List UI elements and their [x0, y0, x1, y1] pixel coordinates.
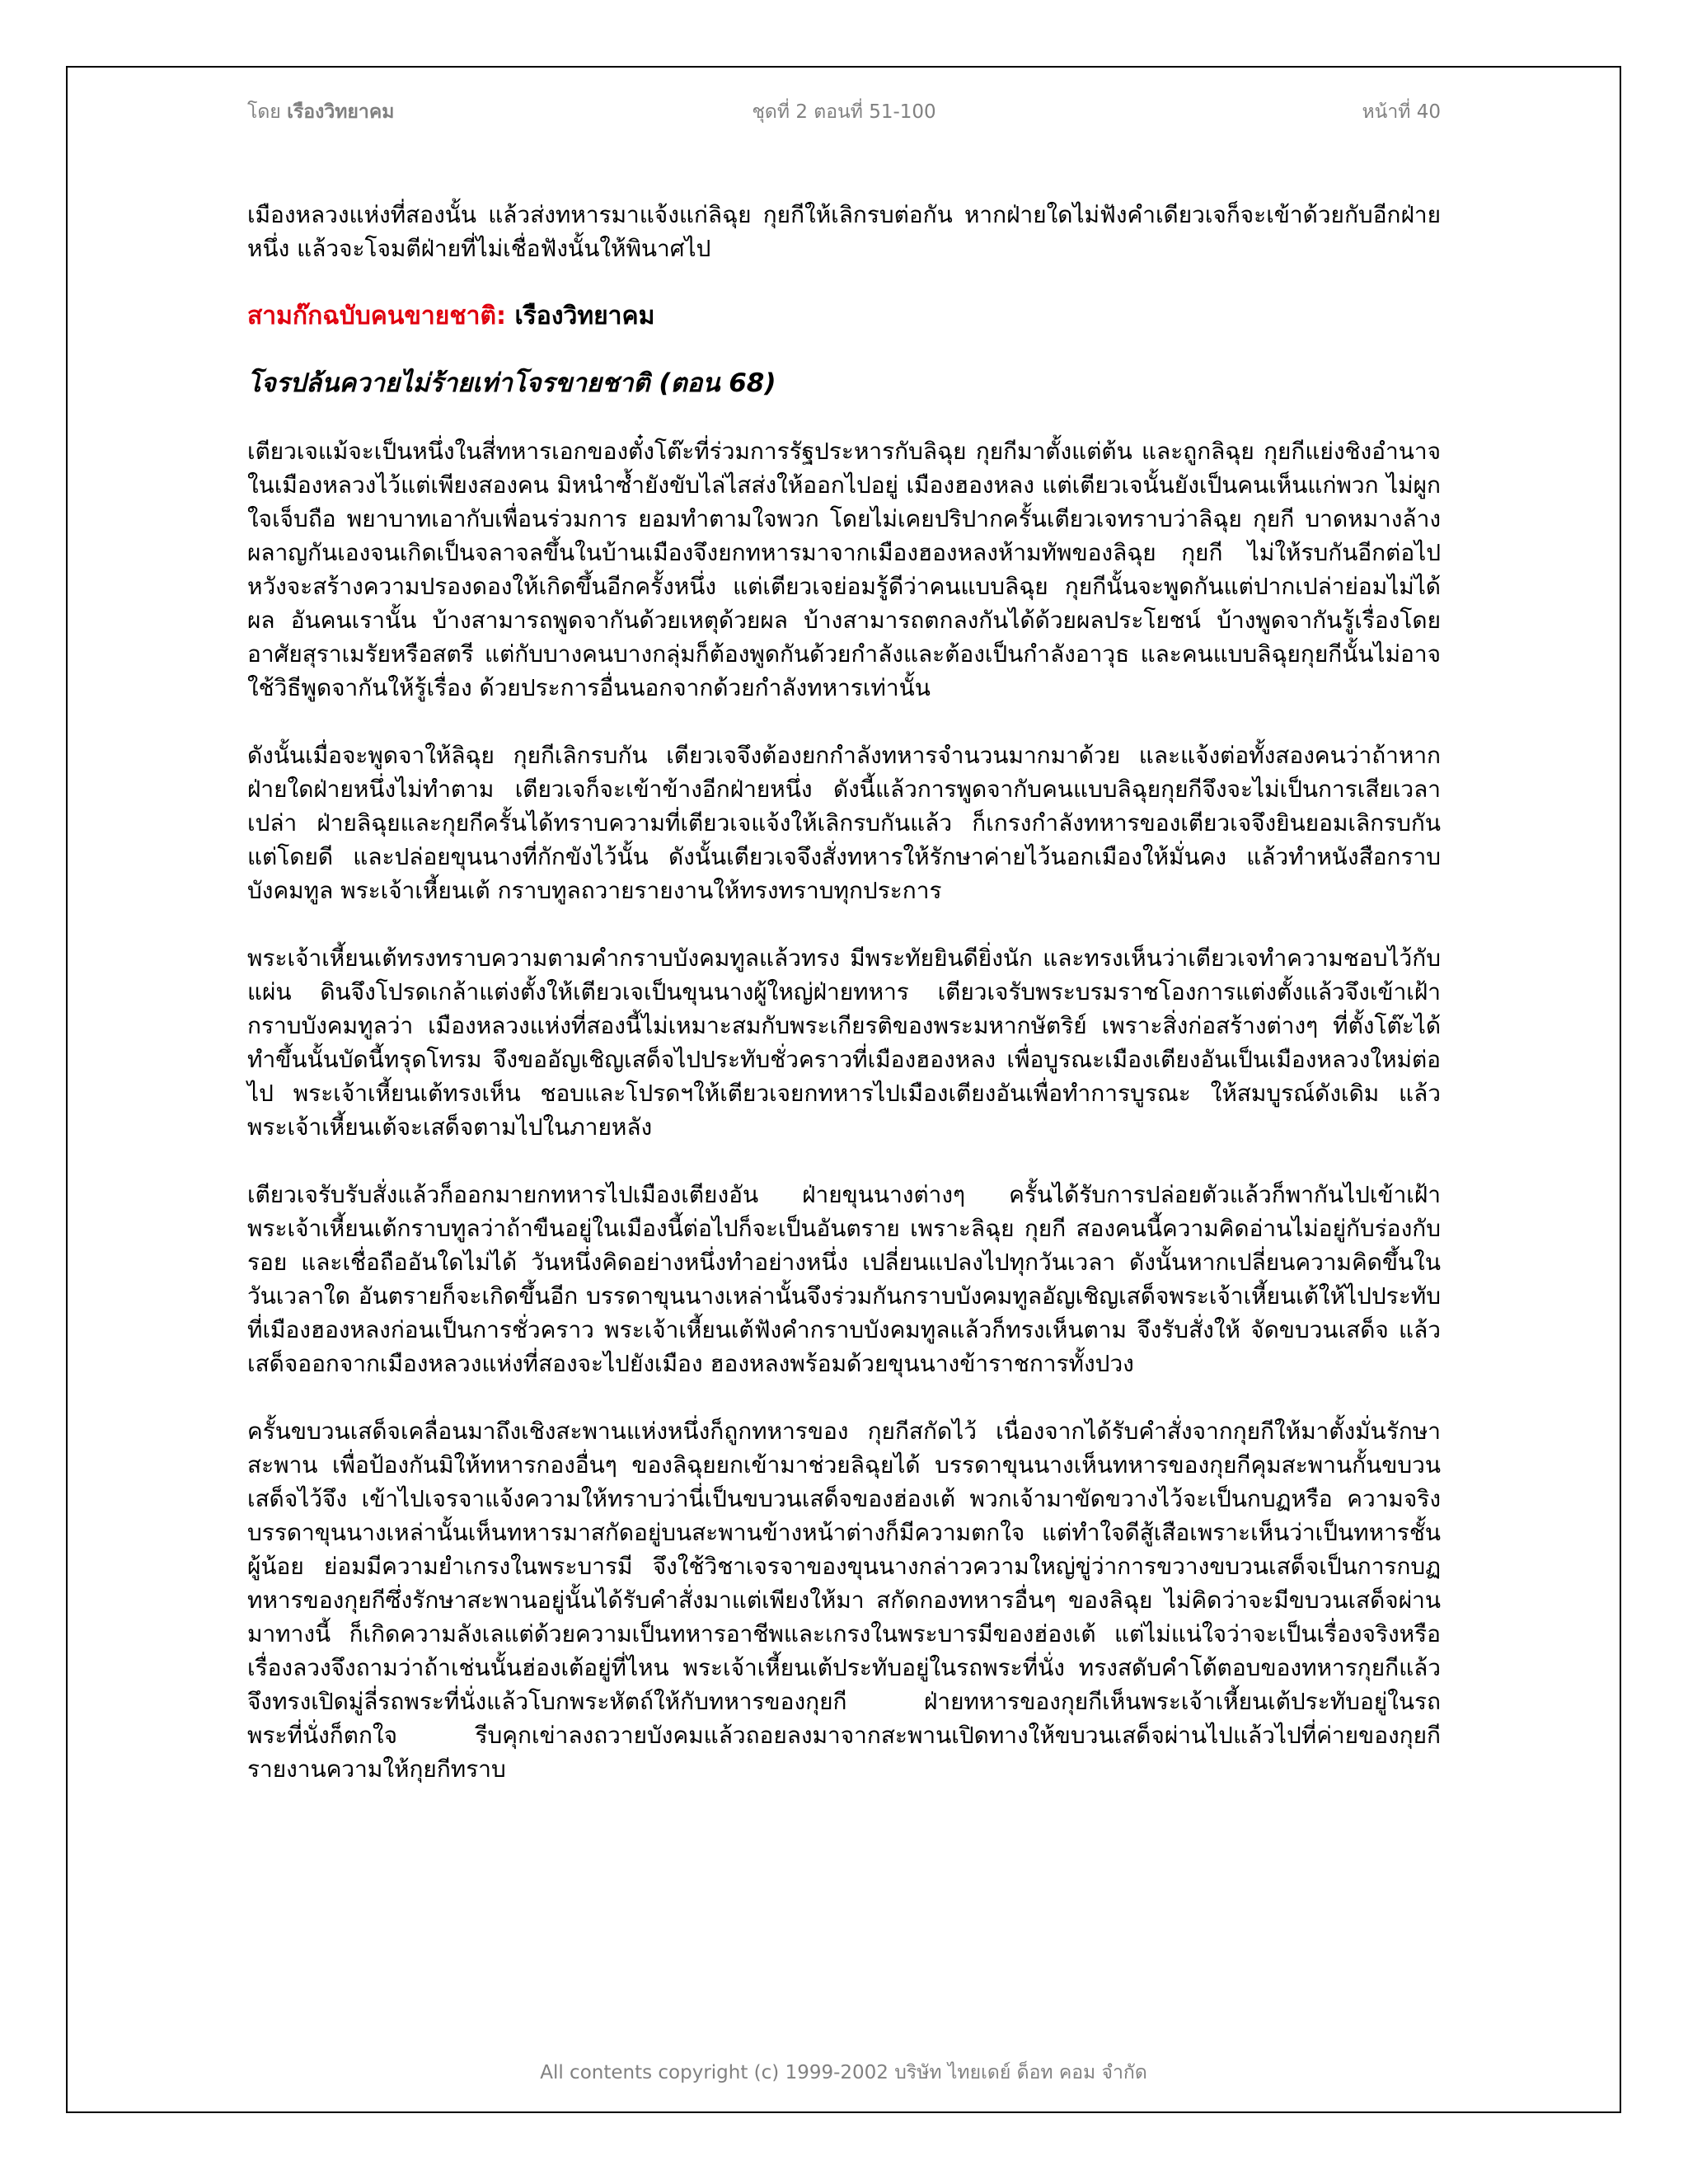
header-set-info: ชุดที่ 2 ตอนที่ 51-100	[752, 101, 936, 123]
series-title: สามก๊กฉบับคนขายชาติ:	[247, 302, 506, 330]
chapter-title: โจรปล้นควายไม่ร้ายเท่าโจรขายชาติ (ตอน 68)	[247, 368, 776, 398]
series-heading	[247, 299, 1441, 333]
body-paragraph: เตียวเจแม้จะเป็นหนึ่งในสี่ทหารเอกของตั๋งโต๊ะที่ร่วมการรัฐประหารกับลิฉุย กุยกีมาตั้งแต่ต้น และถูกลิฉุย กุยกีแย่งชิงอำนาจในเมืองหลวงไว้แต่เพียงสองคน มิหนำซ้ำยังขับไล่ไสส่งให้ออกไปอยู่ เมืองฮองหลง แต่เตียวเจนั้นยังเป็นคนเห็นแก่พวก ไม่ผูกใจเจ็บถือ พยาบาทเอากับเพื่อนร่วมการ ยอมทำตามใจพวก โดยไม่เคยปริปากครั้นเตียวเจทราบว่าลิฉุย กุยกี บาดหมางล้างผลาญกันเองจนเกิดเป็นจลาจลขึ้นในบ้านเมืองจึงยกทหารมาจากเมืองฮองหลงห้ามทัพของลิฉุย กุยกี ไม่ให้รบกันอีกต่อไปหวังจะสร้างความปรองดองให้เกิดขึ้นอีกครั้งหนึ่ง แต่เตียวเจย่อมรู้ดีว่าคนแบบลิฉุย กุยกีนั้นจะพูดกันแต่ปากเปล่าย่อมไม่ได้ผล อันคนเรานั้น บ้างสามารถพูดจากันด้วยเหตุด้วยผล บ้างสามารถตกลงกันได้ด้วยผลประโยชน์ บ้างพูดจากันรู้เรื่องโดยอาศัยสุราเมรัยหรือสตรี แต่กับบางคนบางกลุ่มก็ต้องพูดกันด้วยกำลังและต้องเป็นกำลังอาวุธ และคนแบบลิฉุยกุยกีนั้นไม่อาจใช้วิธีพูดจากันให้รู้เรื่อง ด้วยประการอื่นนอกจากด้วยกำลังทหารเท่านั้น	[247, 438, 1441, 701]
body-paragraph: เตียวเจรับรับสั่งแล้วก็ออกมายกทหารไปเมืองเตียงอัน ฝ่ายขุนนางต่างๆ ครั้นได้รับการปล่อยตัวแล้วก็พากันไปเข้าเฝ้าพระเจ้าเหี้ยนเต้กราบทูลว่าถ้าขืนอยู่ในเมืองนี้ต่อไปก็จะเป็นอันตราย เพราะลิฉุย กุยกี สองคนนี้ความคิดอ่านไม่อยู่กับร่องกับรอย และเชื่อถืออันใดไม่ได้ วันหนึ่งคิดอย่างหนึ่งทำอย่างหนึ่ง เปลี่ยนแปลงไปทุกวันเวลา ดังนั้นหากเปลี่ยนความคิดขึ้นในวันเวลาใด อันตรายก็จะเกิดขึ้นอีก บรรดาขุนนางเหล่านั้นจึงร่วมกันกราบบังคมทูลอัญเชิญเสด็จพระเจ้าเหี้ยนเต้ให้ไปประทับที่เมืองฮองหลงก่อนเป็นการชั่วคราว พระเจ้าเหี้ยนเต้ฟังคำกราบบังคมทูลแล้วก็ทรงเห็นตาม จึงรับสั่งให้ จัดขบวนเสด็จ แล้วเสด็จออกจากเมืองหลวงแห่งที่สองจะไปยังเมือง ฮองหลงพร้อมด้วยขุนนางข้าราชการทั้งปวง	[247, 1181, 1441, 1377]
body-paragraph: ดังนั้นเมื่อจะพูดจาให้ลิฉุย กุยกีเลิกรบกัน เตียวเจจึงต้องยกกำลังทหารจำนวนมากมาด้วย และแจ้งต่อทั้งสองคนว่าถ้าหากฝ่ายใดฝ่ายหนึ่งไม่ทำตาม เตียวเจก็จะเข้าข้างอีกฝ่ายหนึ่ง ดังนี้แล้วการพูดจากับคนแบบลิฉุยกุยกีจึงจะไม่เป็นการเสียเวลาเปล่า ฝ่ายลิฉุยและกุยกีครั้นได้ทราบความที่เตียวเจแจ้งให้เลิกรบกันแล้ว ก็เกรงกำลังทหารของเตียวเจจึงยินยอมเลิกรบกันแต่โดยดี และปล่อยขุนนางที่กักขังไว้นั้น ดังนั้นเตียวเจจึงสั่งทหารให้รักษาค่ายไว้นอกเมืองให้มั่นคง แล้วทำหนังสือกราบบังคมทูล พระเจ้าเหี้ยนเต้ กราบทูลถวายรายงานให้ทรงทราบทุกประการ	[247, 742, 1441, 904]
document-body	[247, 198, 1441, 1786]
intro-paragraph: เมืองหลวงแห่งที่สองนั้น แล้วส่งทหารมาแจ้งแก่ลิฉุย กุยกีให้เลิกรบต่อกัน หากฝ่ายใดไม่ฟังคำเดียวเจก็จะเข้าด้วยกับอีกฝ่ายหนึ่ง แล้วจะโจมตีฝ่ายที่ไม่เชื่อฟังนั้นให้พินาศไป	[247, 201, 1441, 262]
header-author-name: เรืองวิทยาคม	[287, 101, 395, 123]
body-paragraph: ครั้นขบวนเสด็จเคลื่อนมาถึงเชิงสะพานแห่งหนึ่งก็ถูกทหารของ กุยกีสกัดไว้ เนื่องจากได้รับคำสั่งจากกุยกีให้มาตั้งมั่นรักษาสะพาน เพื่อป้องกันมิให้ทหารกองอื่นๆ ของลิฉุยยกเข้ามาช่วยลิฉุยได้ บรรดาขุนนางเห็นทหารของกุยกีคุมสะพานกั้นขบวนเสด็จไว้จึง เข้าไปเจรจาแจ้งความให้ทราบว่านี่เป็นขบวนเสด็จของฮ่องเต้ พวกเจ้ามาขัดขวางไว้จะเป็นกบฏหรือ ความจริงบรรดาขุนนางเหล่านั้นเห็นทหารมาสกัดอยู่บนสะพานข้างหน้าต่างก็มีความตกใจ แต่ทำใจดีสู้เสือเพราะเห็นว่าเป็นทหารชั้นผู้น้อย ย่อมมีความยำเกรงในพระบารมี จึงใช้วิชาเจรจาของขุนนางกล่าวความใหญ่ขู่ว่าการขวางขบวนเสด็จเป็นการกบฏทหารของกุยกีซึ่งรักษาสะพานอยู่นั้นได้รับคำสั่งมาแต่เพียงให้มา สกัดกองทหารอื่นๆ ของลิฉุย ไม่คิดว่าจะมีขบวนเสด็จผ่านมาทางนี้ ก็เกิดความลังเลแต่ด้วยความเป็นทหารอาชีพและเกรงในพระบารมีของฮ่องเต้ แต่ไม่แน่ใจว่าจะเป็นเรื่องจริงหรือเรื่องลวงจึงถามว่าถ้าเช่นนั้นฮ่องเต้อยู่ที่ไหน พระเจ้าเหี้ยนเต้ประทับอยู่ในรถพระที่นั่ง ทรงสดับคำโต้ตอบของทหารกุยกีแล้วจึงทรงเปิดมู่ลี่รถพระที่นั่งแล้วโบกพระหัตถ์ให้กับทหารของกุยกี ฝ่ายทหารของกุยกีเห็นพระเจ้าเหี้ยนเต้ประทับอยู่ในรถพระที่นั่งก็ตกใจ รีบคุกเข่าลงถวายบังคมแล้วถอยลงมาจากสะพานเปิดทางให้ขบวนเสด็จผ่านไปแล้วไปที่ค่ายของกุยกีรายงานความให้กุยกีทราบ	[247, 1418, 1441, 1783]
copyright-footer: All contents copyright (c) 1999-2002 บริษัท ไทยเดย์ ด็อท คอม จำกัด	[540, 2062, 1147, 2083]
header-page-number: หน้าที่ 40	[1362, 101, 1441, 123]
body-paragraph: พระเจ้าเหี้ยนเต้ทรงทราบความตามคำกราบบังคมทูลแล้วทรง มีพระทัยยินดียิ่งนัก และทรงเห็นว่าเตียวเจทำความชอบไว้กับแผ่น ดินจึงโปรดเกล้าแต่งตั้งให้เตียวเจเป็นขุนนางผู้ใหญ่ฝ่ายทหาร เตียวเจรับพระบรมราชโองการแต่งตั้งแล้วจึงเข้าเฝ้ากราบบังคมทูลว่า เมืองหลวงแห่งที่สองนี้ไม่เหมาะสมกับพระเกียรติของพระมหากษัตริย์ เพราะสิ่งก่อสร้างต่างๆ ที่ตั้งโต๊ะได้ทำขึ้นนั้นบัดนี้ทรุดโทรม จึงขออัญเชิญเสด็จไปประทับชั่วคราวที่เมืองฮองหลง เพื่อบูรณะเมืองเตียงอันเป็นเมืองหลวงใหม่ต่อไป พระเจ้าเหี้ยนเต้ทรงเห็น ชอบและโปรดฯให้เตียวเจยกทหารไปเมืองเตียงอันเพื่อทำการบูรณะ ให้สมบูรณ์ดังเดิม แล้วพระเจ้าเหี้ยนเต้จะเสด็จตามไปในภายหลัง	[247, 944, 1441, 1141]
page-header	[247, 97, 1441, 130]
series-author: เรืองวิทยาคม	[514, 302, 655, 330]
header-by-label: โดย	[247, 101, 281, 123]
